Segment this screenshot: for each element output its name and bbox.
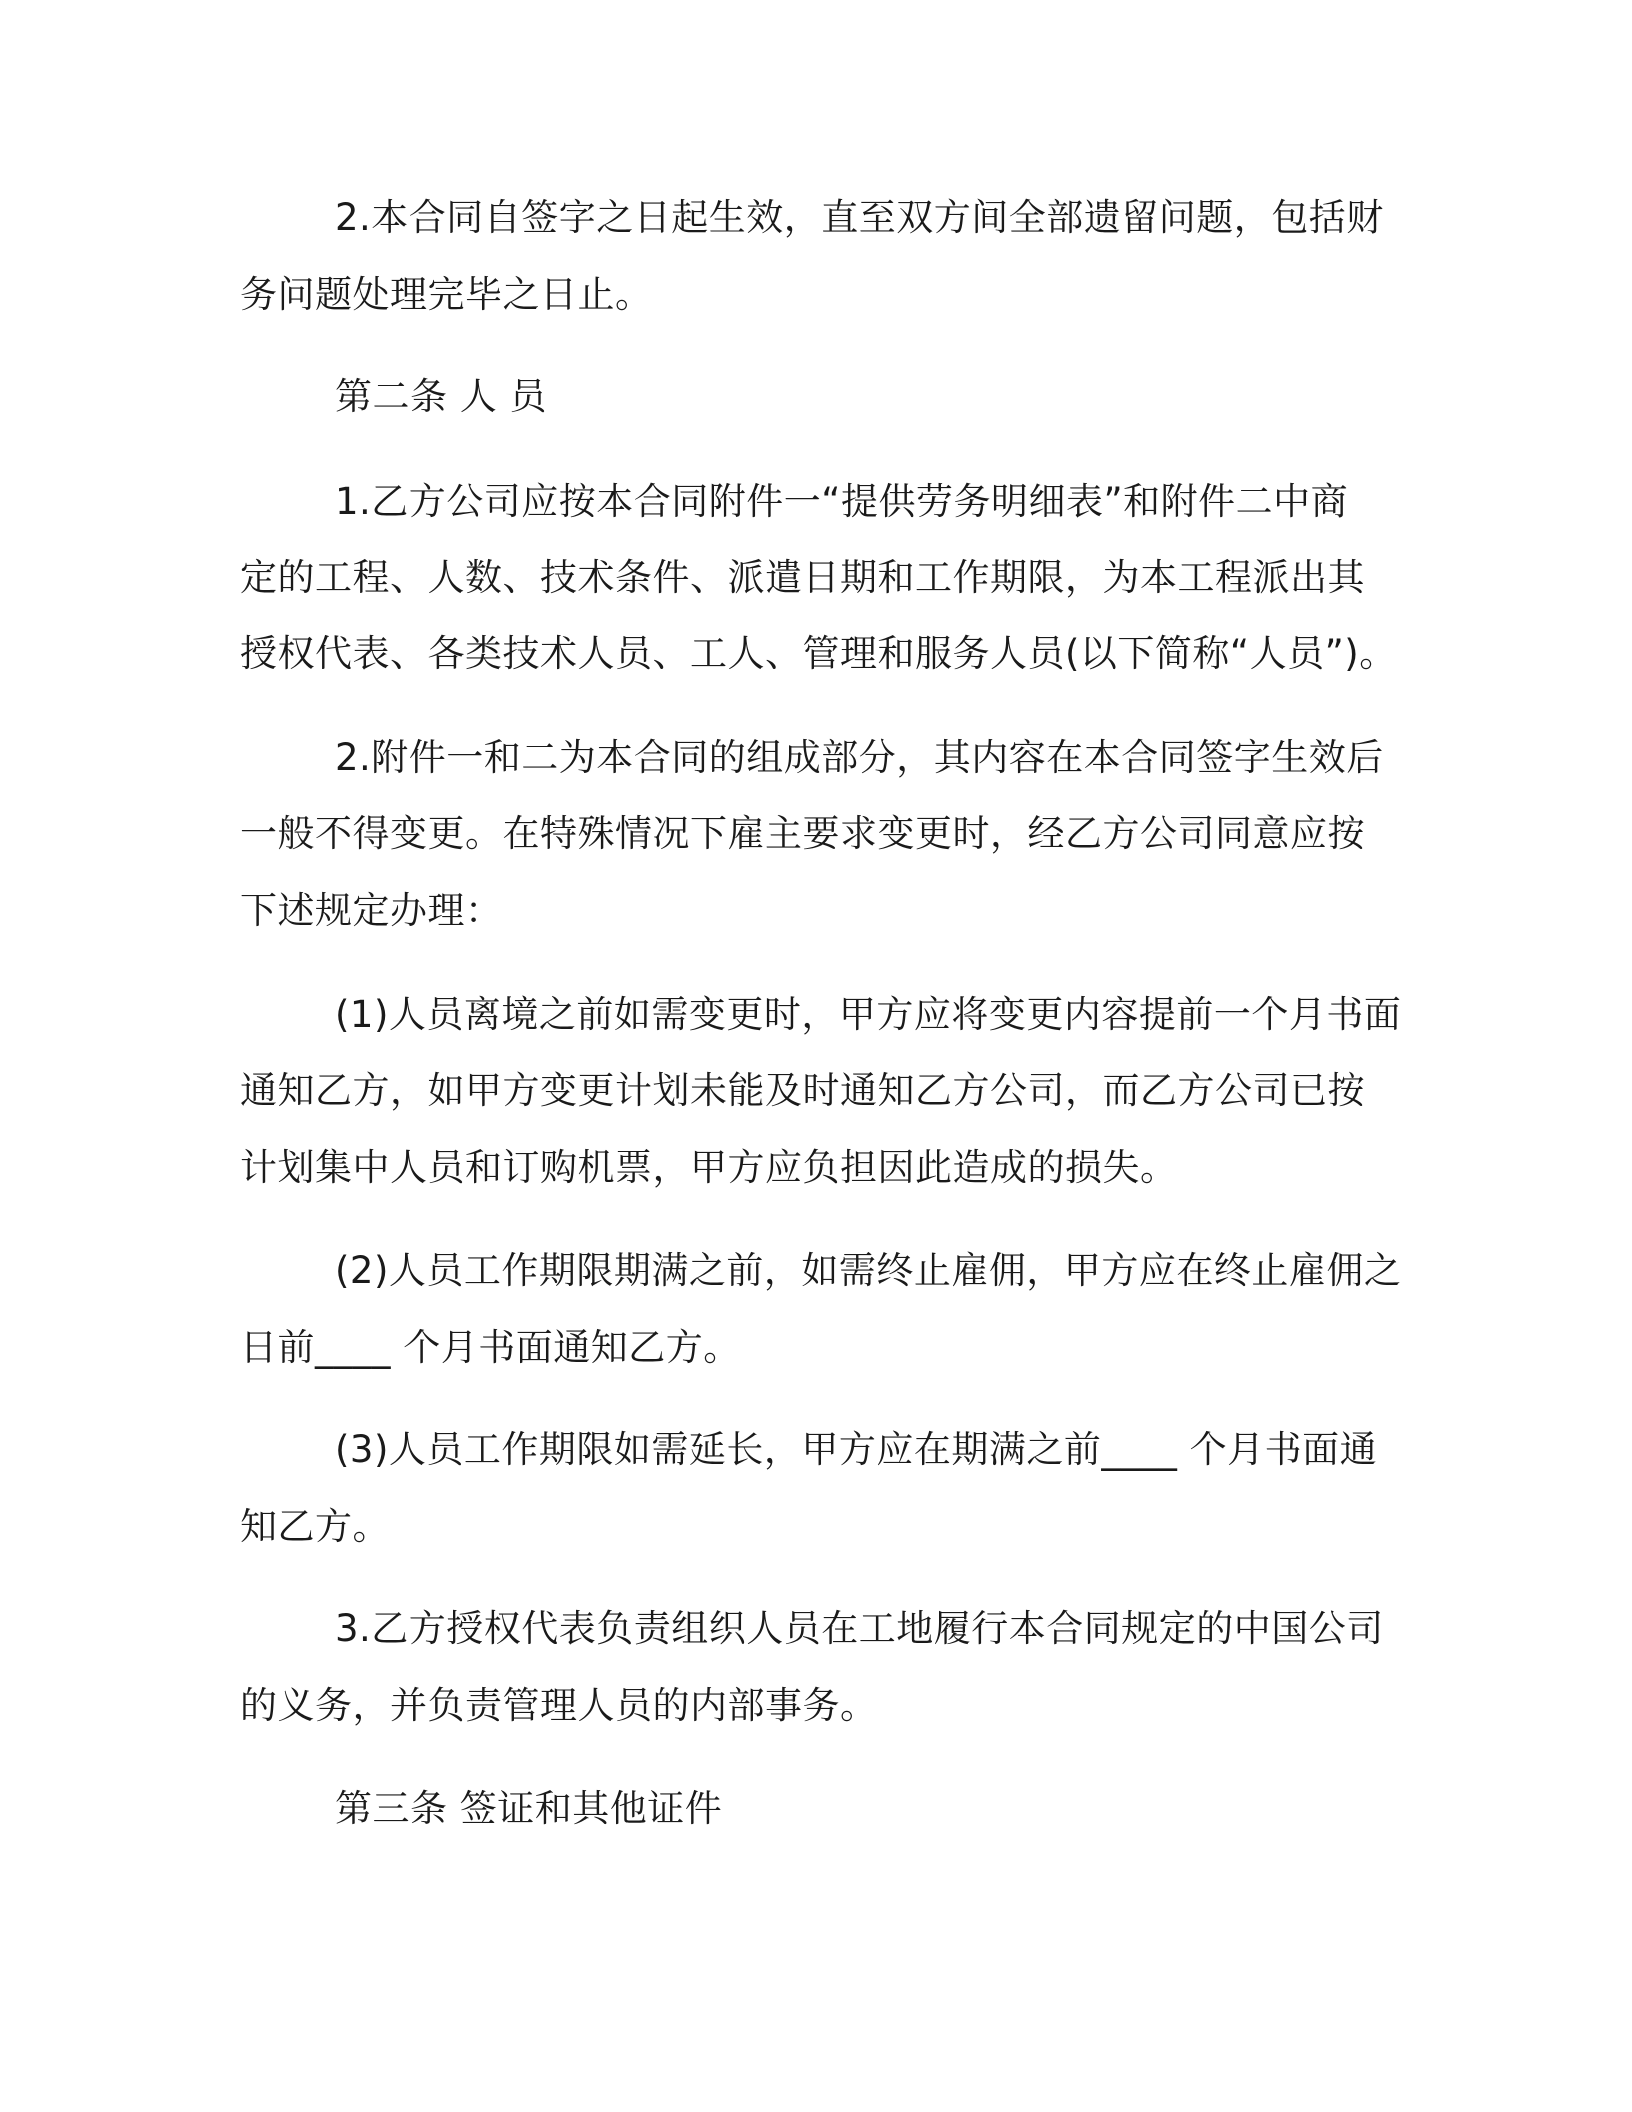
item-1-line-1: (1)人员离境之前如需变更时，甲方应将变更内容提前一个月书面 bbox=[335, 993, 1402, 1036]
item-3-line-2: 知乙方。 bbox=[240, 1505, 390, 1548]
clause-2-2-line-1: 2.附件一和二为本合同的组成部分，其内容在本合同签字生效后 bbox=[335, 736, 1384, 779]
clause-1-2-line-1: 2.本合同自签字之日起生效，直至双方间全部遗留问题，包括财 bbox=[335, 196, 1384, 239]
clause-2-2-line-3: 下述规定办理： bbox=[240, 889, 503, 932]
clause-2-1-line-1: 1.乙方公司应按本合同附件一“提供劳务明细表”和附件二中商 bbox=[335, 480, 1349, 523]
clause-2-3-line-2: 的义务，并负责管理人员的内部事务。 bbox=[240, 1684, 878, 1727]
clause-2-2-line-2: 一般不得变更。在特殊情况下雇主要求变更时，经乙方公司同意应按 bbox=[240, 812, 1365, 855]
clause-1-2-line-2: 务问题处理完毕之日止。 bbox=[240, 273, 653, 316]
item-1-line-2: 通知乙方，如甲方变更计划未能及时通知乙方公司，而乙方公司已按 bbox=[240, 1069, 1365, 1112]
clause-2-1-line-3: 授权代表、各类技术人员、工人、管理和服务人员(以下简称“人员”)。 bbox=[240, 632, 1397, 675]
clause-2-1-line-2: 定的工程、人数、技术条件、派遣日期和工作期限，为本工程派出其 bbox=[240, 556, 1365, 599]
item-1-line-3: 计划集中人员和订购机票，甲方应负担因此造成的损失。 bbox=[240, 1146, 1178, 1189]
item-3-line-1: (3)人员工作期限如需延长，甲方应在期满之前____ 个月书面通 bbox=[335, 1428, 1378, 1471]
item-2-line-2: 日前____ 个月书面通知乙方。 bbox=[240, 1326, 741, 1369]
article-2-heading: 第二条 人 员 bbox=[335, 375, 548, 418]
clause-2-3-line-1: 3.乙方授权代表负责组织人员在工地履行本合同规定的中国公司 bbox=[335, 1607, 1384, 1650]
item-2-line-1: (2)人员工作期限期满之前，如需终止雇佣，甲方应在终止雇佣之 bbox=[335, 1249, 1402, 1292]
article-3-heading: 第三条 签证和其他证件 bbox=[335, 1787, 723, 1830]
